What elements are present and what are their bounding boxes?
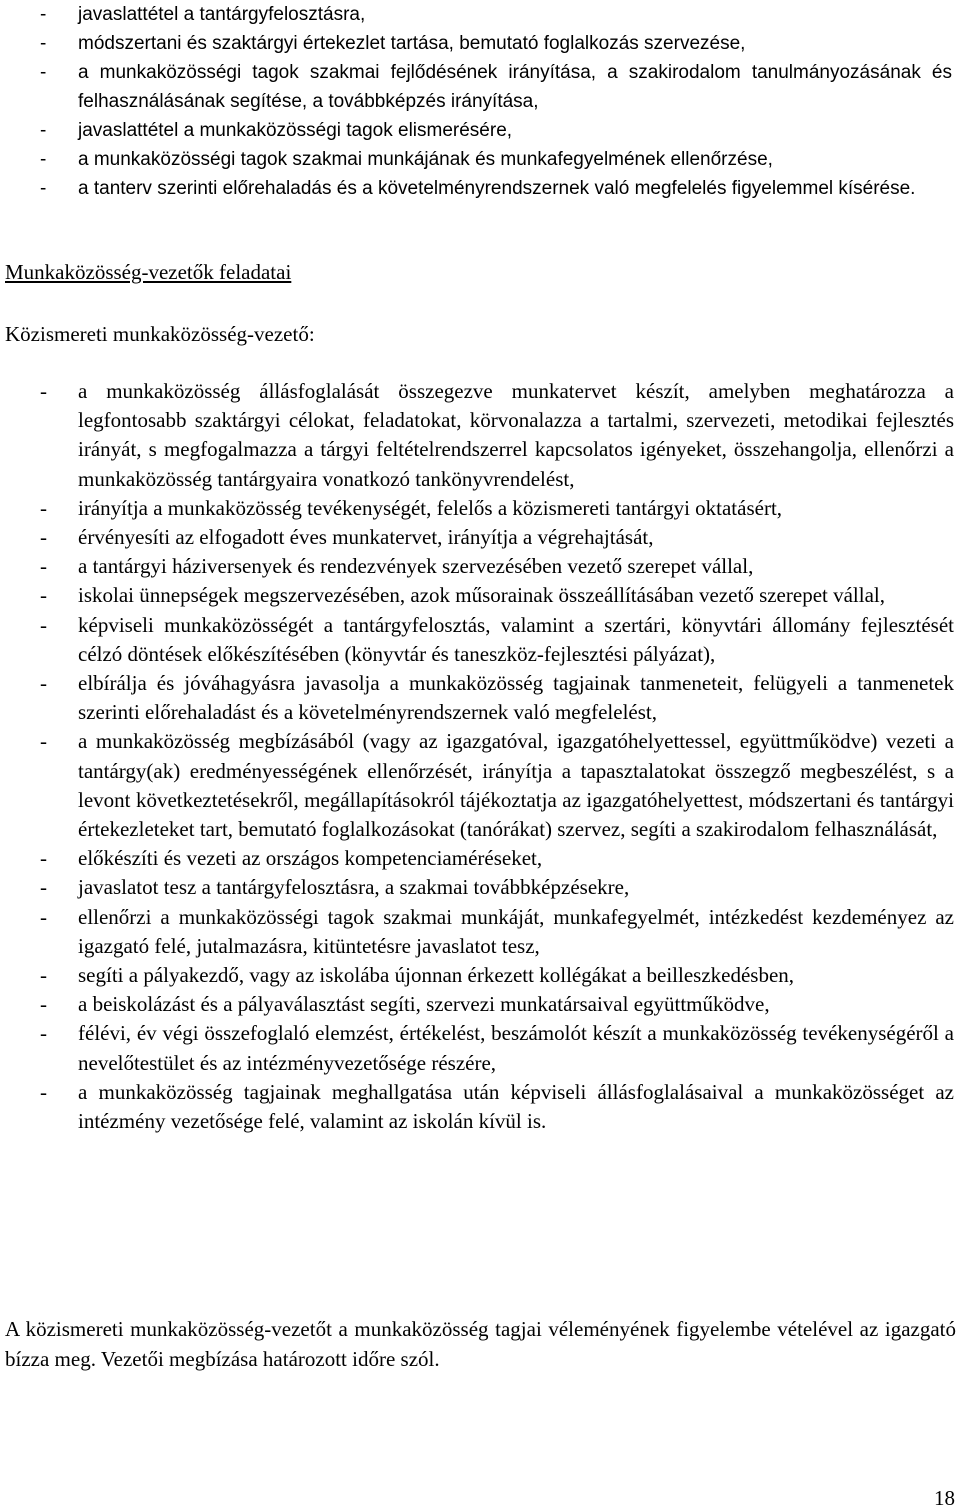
bullet-dash: - xyxy=(40,729,47,754)
list-item-text: ellenőrzi a munkaközösségi tagok szakmai munkáját, munkafegyelmét, intézkedést kezdeményez az igazgató felé, jutalmazásra, kitüntetésre javaslatot tesz, xyxy=(78,904,954,958)
bullet-dash: - xyxy=(40,963,47,988)
bullet-dash: - xyxy=(40,495,47,520)
list-item xyxy=(0,581,960,610)
list-item-text: a munkaközösségi tagok szakmai fejlődésének irányítása, a szakirodalom tanulmányozásának és felhasználásának segítése, a továbbképzés irányítása, xyxy=(78,62,952,112)
list-item-text: javaslatot tesz a tantárgyfelosztásra, a szakmai továbbképzésekre, xyxy=(78,875,630,900)
list-item-text: képviseli munkaközösségét a tantárgyfelosztás, valamint a szertári, könyvtári állomány fejlesztését célzó döntések előkészítésében (könyvtár és taneszköz-fejlesztési pályázat), xyxy=(78,612,954,666)
duties-bullet-list xyxy=(0,377,960,1136)
bullet-dash: - xyxy=(40,992,47,1017)
list-item xyxy=(0,29,960,58)
bullet-dash: - xyxy=(40,671,47,696)
bullet-dash: - xyxy=(40,4,47,25)
bullet-dash: - xyxy=(40,583,47,608)
list-item-text: elbírálja és jóváhagyásra javasolja a munkaközösség tagjainak tanmeneteit, felügyeli a tanmenetek szerinti előrehaladást és a követelményrendszernek való megfelelést, xyxy=(78,671,954,725)
list-item xyxy=(0,1019,960,1077)
list-item-text: a munkaközösség állásfoglalását összegezve munkatervet készít, amelyben meghatározza a legfontosabb szaktárgyi célokat, feladatokat, körvonalazza a tartalmi, szervezeti, metodikai fejlesztés irányát, s megfogalmazza a tárgyi feltételrendszerrel kapcsolatos igényeket, összehangolja, ellenőrzi a munkaközösség tantárgyaira vonatkozó tankönyvrendelést, xyxy=(78,379,954,491)
list-item xyxy=(0,377,960,494)
bullet-dash: - xyxy=(40,62,47,83)
list-item xyxy=(0,494,960,523)
section-heading: Munkaközösség-vezetők feladatai xyxy=(5,260,292,284)
list-item xyxy=(0,58,960,116)
list-item xyxy=(0,552,960,581)
bullet-dash: - xyxy=(40,846,47,871)
list-item-text: a munkaközösség megbízásából (vagy az igazgatóval, igazgatóhelyettessel, együttműködve) vezeti a tantárgy(ak) eredményességének ellenőrzését, irányítja a tapasztalatokat összegző megbeszélést, s a levont következtetésekről, megállapításokról tájékoztatja az igazgatóhelyettest, módszertani és tantárgyi értekezleteket tart, bemutató foglalkozásokat (tanórákat) szervez, segíti a szakirodalom felhasználását, xyxy=(78,729,954,842)
list-item xyxy=(0,0,960,29)
bullet-dash: - xyxy=(40,554,47,579)
list-item-text: érvényesíti az elfogadott éves munkatervet, irányítja a végrehajtását, xyxy=(78,525,654,550)
list-item xyxy=(0,611,960,669)
list-item xyxy=(0,727,960,844)
list-item-text: segíti a pályakezdő, vagy az iskolába újonnan érkezett kollégákat a beilleszkedésben, xyxy=(78,963,795,988)
bullet-dash: - xyxy=(40,379,47,403)
bullet-dash: - xyxy=(40,178,47,199)
list-item-text: előkészíti és vezeti az országos kompetenciaméréseket, xyxy=(78,846,543,871)
bullet-dash: - xyxy=(40,120,47,141)
list-item xyxy=(0,116,960,145)
list-item-text: javaslattétel a tantárgyfelosztásra, xyxy=(78,4,366,25)
list-item xyxy=(0,873,960,902)
list-item-text: félévi, év végi összefoglaló elemzést, értékelést, beszámolót készít a munkaközösség tevékenységéről a nevelőtestület és az intézményvezetősége részére, xyxy=(78,1021,954,1075)
list-item xyxy=(0,990,960,1019)
bullet-dash: - xyxy=(40,33,47,54)
list-item-text: a tanterv szerinti előrehaladás és a követelményrendszernek való megfelelés figyelemmel kísérése. xyxy=(78,178,916,199)
bullet-dash: - xyxy=(40,1021,47,1046)
list-item-text: a munkaközösség tagjainak meghallgatása után képviseli állásfoglalásaival a munkaközösséget az intézmény vezetősége felé, valamint az iskolán kívül is. xyxy=(78,1079,954,1134)
list-item xyxy=(0,523,960,552)
bullet-dash: - xyxy=(40,612,47,637)
list-item xyxy=(0,174,960,203)
list-item-text: a beiskolázást és a pályaválasztást segíti, szervezi munkatársaival együttműködve, xyxy=(78,992,770,1017)
list-item-text: javaslattétel a munkaközösségi tagok elismerésére, xyxy=(78,120,513,141)
list-item-text: a tantárgyi háziversenyek és rendezvények szervezésében vezető szerepet vállal, xyxy=(78,554,754,579)
bullet-dash: - xyxy=(40,904,47,929)
list-item-text: irányítja a munkaközösség tevékenységét, felelős a közismereti tantárgyi oktatásért, xyxy=(78,495,783,520)
list-item xyxy=(0,903,960,961)
list-item-text: iskolai ünnepségek megszervezésében, azok műsorainak összeállításában vezető szerepet vállal, xyxy=(78,583,885,608)
bullet-dash: - xyxy=(40,875,47,900)
bullet-dash: - xyxy=(40,525,47,550)
bullet-dash: - xyxy=(40,149,47,170)
list-item-text: módszertani és szaktárgyi értekezlet tartása, bemutató foglalkozás szervezése, xyxy=(78,33,746,54)
list-item xyxy=(0,145,960,174)
closing-paragraph: A közismereti munkaközösség-vezetőt a munkaközösség tagjai véleményének figyelembe vételével az igazgató bízza meg. Vezetői megbízása határozott időre szól. xyxy=(5,1317,956,1371)
list-item xyxy=(0,844,960,873)
list-item xyxy=(0,961,960,990)
page-number: 18 xyxy=(934,1486,955,1510)
section-subheading: Közismereti munkaközösség-vezető: xyxy=(5,322,315,346)
top-bullet-list xyxy=(0,0,960,203)
list-item-text: a munkaközösségi tagok szakmai munkájának és munkafegyelmének ellenőrzése, xyxy=(78,149,773,170)
list-item xyxy=(0,1078,960,1136)
bullet-dash: - xyxy=(40,1079,47,1104)
list-item xyxy=(0,669,960,727)
